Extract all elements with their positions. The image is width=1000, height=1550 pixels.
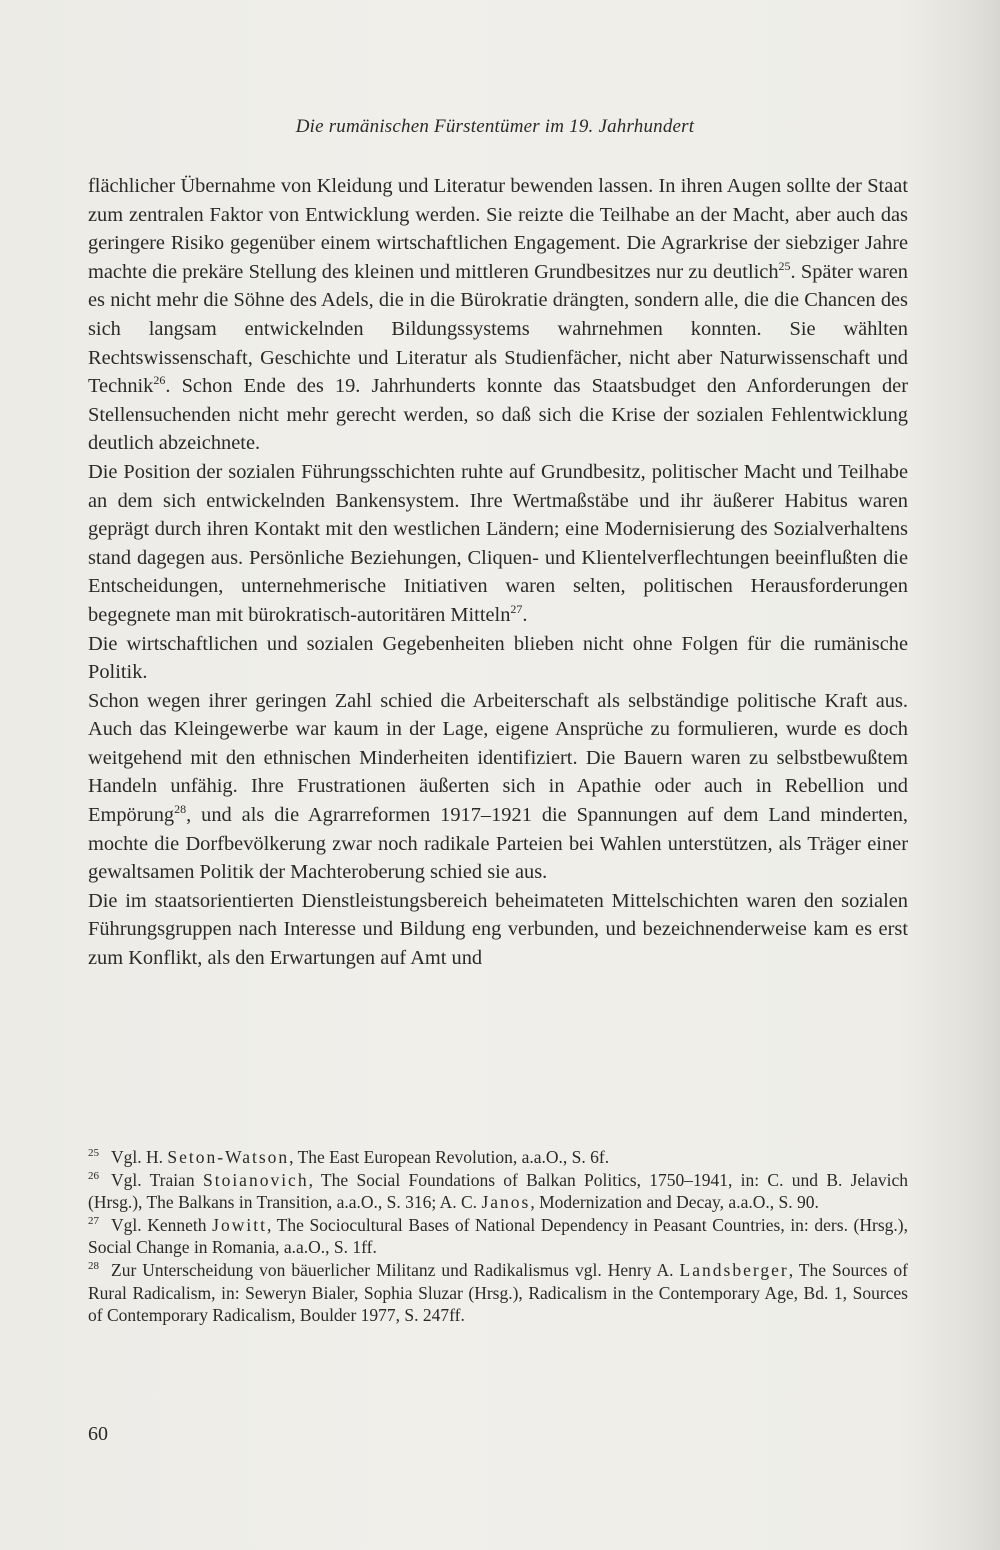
author-name: Landsberger bbox=[679, 1259, 789, 1280]
paragraph-text: . bbox=[522, 603, 528, 626]
footnote-reference: 27 bbox=[510, 602, 523, 617]
paragraph bbox=[88, 630, 908, 687]
footnote bbox=[88, 1146, 908, 1169]
paragraph-text: . Später waren es nicht mehr die Söhne des Adels, die in die Bürokratie drängten, sondern alle, die die Chancen des sich langsam entwickelnden Bildungssystems wahrnehmen konnten. Sie wählten Rechtswissenschaft, Geschichte und Literatur als Studienfächer, nicht aber Naturwissenschaft und Technik bbox=[88, 260, 908, 398]
footnote-text: Zur Unterscheidung von bäuerlicher Militanz und Radikalismus vgl. Henry A. bbox=[111, 1259, 680, 1280]
footnote-text: , The East European Revolution, a.a.O., S. 6f. bbox=[289, 1147, 610, 1167]
paragraph bbox=[88, 887, 908, 973]
page-number: 60 bbox=[88, 1423, 108, 1445]
paragraph bbox=[88, 172, 908, 458]
footnote-text: , The Sociocultural Bases of National Dependency in Peasant Countries, in: ders. (Hrsg.), Social Change in Romania, a.a.O., S. 1ff. bbox=[88, 1214, 908, 1258]
paragraph-text: Die Position der sozialen Führungsschichten ruhte auf Grundbesitz, politischer Macht und Teilhabe an dem sich entwickelnden Bankensystem. Ihre Wertmaßstäbe und ihr äußerer Habitus waren geprägt durch ihren Kontakt mit den westlichen Ländern; eine Modernisierung des Sozialverhaltens stand dagegen aus. Persönliche Beziehungen, Cliquen- und Klientelverflechtungen beeinflußten die Entscheidungen, unternehmerische Initiativen waren selten, politischen Herausforderungen begegnete man mit bürokratisch-autoritären Mitteln bbox=[88, 460, 908, 626]
footnote-text: , The Sources of Rural Radicalism, in: Seweryn Bialer, Sophia Sluzar (Hrsg.), Radicalism in the Contemporary Age, Bd. 1, Sources of Contemporary Radicalism, Boulder 1977, S. 247ff. bbox=[88, 1259, 909, 1326]
footnote-text: Vgl. Kenneth bbox=[111, 1214, 213, 1235]
paragraph-text: Die wirtschaftlichen und sozialen Gegebenheiten blieben nicht ohne Folgen für die rumänische Politik. bbox=[88, 632, 908, 684]
footnote-reference: 28 bbox=[174, 802, 187, 817]
author-name: Stoianovich bbox=[202, 1169, 309, 1190]
footnote-text: , The Social Foundations of Balkan Politics, 1750–1941, in: C. und B. Jelavich (Hrsg.), The Balkans in Transition, a.a.O., S. 316; A. C. bbox=[88, 1169, 909, 1213]
running-head: Die rumänischen Fürstentümer im 19. Jahrhundert bbox=[295, 116, 695, 137]
footnote bbox=[88, 1214, 908, 1259]
paragraph-text: Die im staatsorientierten Dienstleistungsbereich beheimateten Mittelschichten waren den sozialen Führungsgruppen nach Interesse und Bildung eng verbunden, und bezeichnenderweise kam es erst zum Konflikt, als den Erwartungen auf Amt und bbox=[88, 889, 908, 970]
author-name: Jowitt bbox=[212, 1214, 267, 1235]
footnote-number: 28 bbox=[88, 1260, 99, 1273]
footnote bbox=[88, 1169, 908, 1214]
footnote-text: Vgl. H. bbox=[111, 1147, 168, 1167]
footnote-number: 26 bbox=[88, 1169, 99, 1182]
main-text bbox=[88, 172, 908, 973]
footnotes bbox=[88, 1146, 908, 1327]
footnote-text: , Modernization and Decay, a.a.O., S. 90. bbox=[530, 1192, 819, 1213]
footnote-number: 27 bbox=[88, 1214, 99, 1227]
footnote-number: 25 bbox=[88, 1147, 99, 1160]
paragraph-text: Schon wegen ihrer geringen Zahl schied die Arbeiterschaft als selbständige politische Kraft aus. Auch das Kleingewerbe war kaum in der Lage, eigene Ansprüche zu formulieren, wurde es doch weitgehend mit den ethnischen Minderheiten identifiziert. Die Bauern waren zu selbstbewußtem Handeln unfähig. Ihre Frustrationen äußerten sich in Apathie oder auch in Rebellion und Empörung bbox=[88, 689, 908, 827]
paragraph-text: . Schon Ende des 19. Jahrhunderts konnte das Staatsbudget den Anforderungen der Stellensuchenden nicht mehr gerecht werden, so daß sich die Krise der sozialen Fehlentwicklung deutlich abzeichnete. bbox=[88, 375, 908, 455]
author-name: Janos bbox=[481, 1192, 531, 1213]
paragraph-text: flächlicher Übernahme von Kleidung und Literatur bewenden lassen. In ihren Augen sollte der Staat zum zentralen Faktor von Entwicklung werden. Sie reizte die Teilhabe an der Macht, aber auch das geringere Risiko gegenüber einem wirtschaftlichen Engagement. Die Agrarkrise der siebziger Jahre machte die prekäre Stellung des kleinen und mittleren Grundbesitzes nur zu deutlich bbox=[88, 175, 908, 283]
footnote-text: Vgl. Traian bbox=[111, 1169, 203, 1190]
footnote-reference: 26 bbox=[153, 373, 166, 388]
paragraph-text: , und als die Agrarreformen 1917–1921 die Spannungen auf dem Land minderten, mochte die Dorfbevölkerung zwar noch radikale Parteien bei Wahlen unterstützen, als Träger einer gewaltsamen Politik der Machteroberung schied sie aus. bbox=[88, 804, 908, 884]
footnote-reference: 25 bbox=[778, 258, 791, 273]
paragraph bbox=[88, 458, 908, 630]
footnote bbox=[88, 1259, 908, 1327]
author-name: Seton-Watson bbox=[167, 1147, 290, 1167]
paragraph bbox=[88, 687, 908, 887]
